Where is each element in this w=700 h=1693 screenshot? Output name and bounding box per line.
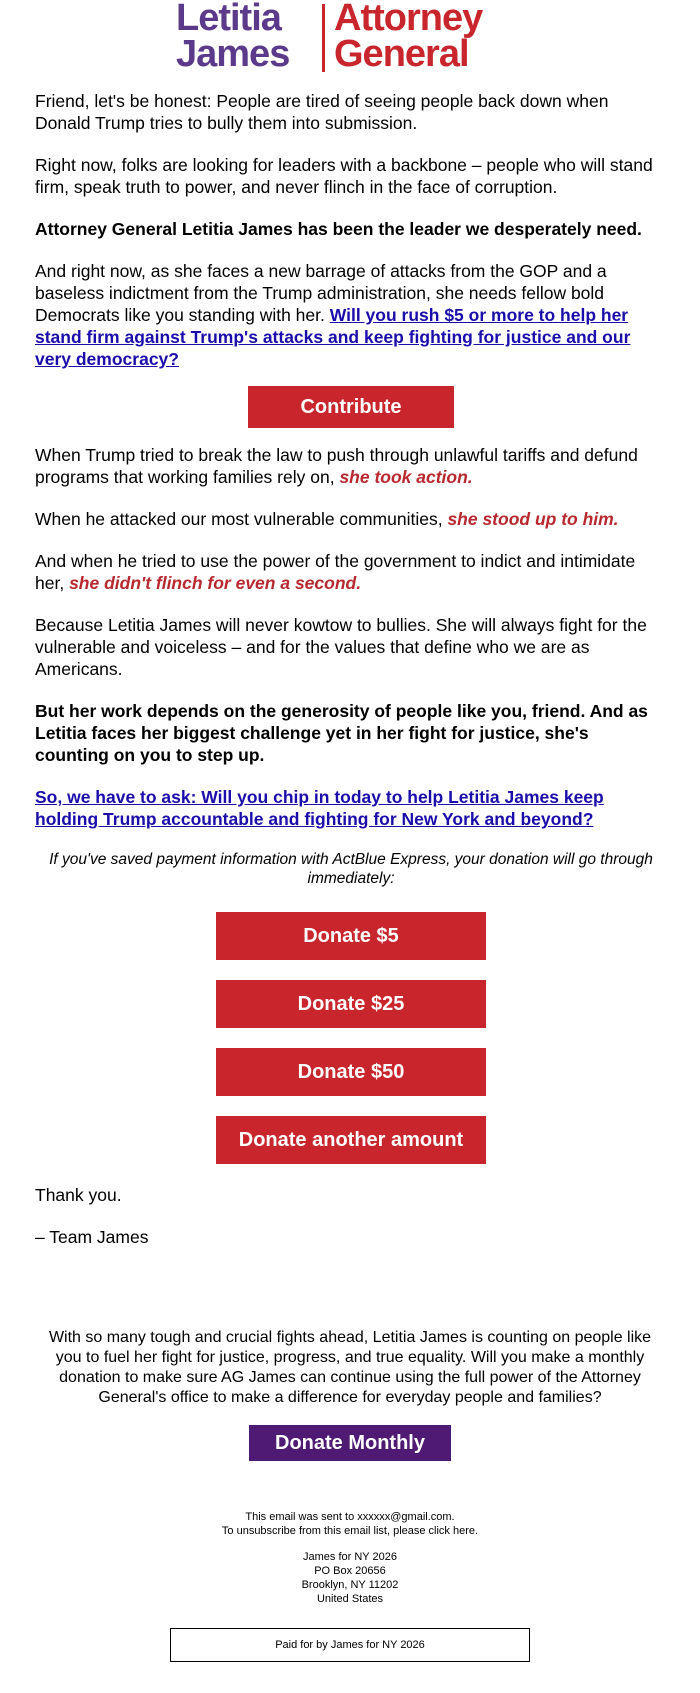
- city-line: Brooklyn, NY 11202: [301, 1579, 399, 1591]
- paragraph-intro: Friend, let's be honest: People are tired of seeing people back down when Donald Trump tries to bully them into submission.: [35, 91, 609, 133]
- paragraph-ask: [35, 786, 667, 830]
- paragraph-leader: Attorney General Letitia James has been the leader we desperately need.: [35, 219, 642, 239]
- donate-other-button[interactable]: Donate another amount: [216, 1116, 486, 1164]
- rush-donation-link[interactable]: Will you rush $5 or more to help her stand firm against Trump's attacks and keep fighting for justice and our very democracy?: [35, 305, 631, 369]
- paragraph-backbone: Right now, folks are looking for leaders with a backbone – people who will stand firm, speak truth to power, and never flinch in the face of corruption.: [35, 155, 653, 197]
- po-box: PO Box 20656: [314, 1565, 386, 1577]
- logo-divider: [322, 4, 325, 72]
- paragraph-communities: [35, 508, 667, 530]
- paragraph-attacks: [35, 260, 667, 370]
- donate-monthly-button[interactable]: Donate Monthly: [249, 1425, 451, 1461]
- footer: [0, 1510, 700, 1606]
- logo-name: [176, 0, 311, 75]
- monthly-text: With so many tough and crucial fights ahead, Letitia James is counting on people like you to fuel her fight for justice, progress, and true equality. Will you make a monthly donation to make sure AG James can continue using the full power of the Attorney General's office to make a difference for everyday people and families?: [48, 1329, 652, 1406]
- logo-second-line: James: [176, 33, 290, 75]
- chip-in-link[interactable]: So, we have to ask: Will you chip in today to help Letitia James keep holding Trump accountable and fighting for New York and beyond?: [35, 787, 604, 829]
- donate-5-button[interactable]: Donate $5: [216, 912, 486, 960]
- org-name: James for NY 2026: [303, 1551, 397, 1563]
- thank-you: Thank you.: [35, 1185, 122, 1205]
- paragraph-indict-text: And when he tried to use the power of the government to indict and intimidate her,: [35, 551, 636, 593]
- recipient-email[interactable]: xxxxxx@gmail.com.: [357, 1511, 455, 1523]
- sent-to-prefix: This email was sent to: [245, 1511, 355, 1523]
- actblue-note: If you've saved payment information with ActBlue Express, your donation will go through immediately:: [49, 851, 653, 887]
- mailing-address: [0, 1550, 700, 1606]
- donate-buttons: [35, 912, 667, 1184]
- logo-title: [334, 0, 534, 75]
- logo-title-line2: General: [334, 33, 469, 75]
- paragraph-generosity: But her work depends on the generosity of people like you, friend. And as Letitia faces her biggest challenge yet in her fight for justice, she's counting on you to step up.: [35, 701, 648, 765]
- unsubscribe-link[interactable]: To unsubscribe from this email list, please click here.: [221, 1525, 479, 1537]
- signature: – Team James: [35, 1227, 149, 1247]
- contribute-button-wrap: [35, 386, 667, 428]
- contribute-button[interactable]: Contribute: [248, 386, 454, 428]
- donate-25-button[interactable]: Donate $25: [216, 980, 486, 1028]
- monthly-section: [45, 1328, 655, 1461]
- emphasis-didnt-flinch: she didn't flinch for even a second.: [69, 573, 362, 593]
- paragraph-attacks-text: And right now, as she faces a new barrage of attacks from the GOP and a baseless indictment from the Trump administration, she needs fellow bold Democrats like you standing with her.: [35, 261, 607, 325]
- emphasis-stood-up: she stood up to him.: [447, 509, 619, 529]
- paragraph-kowtow: Because Letitia James will never kowtow to bullies. She will always fight for the vulnerable and voiceless – and for the values that define who we are as Americans.: [35, 615, 647, 679]
- paid-for-disclaimer: Paid for by James for NY 2026: [170, 1628, 530, 1662]
- logo-title-line1: Attorney: [334, 0, 483, 39]
- paragraph-tariffs: [35, 444, 667, 488]
- paragraph-communities-text: When he attacked our most vulnerable communities,: [35, 509, 443, 529]
- country: United States: [316, 1593, 384, 1605]
- emphasis-took-action: she took action.: [339, 467, 473, 487]
- paragraph-tariffs-text: When Trump tried to break the law to push through unlawful tariffs and defund programs that working families rely on,: [35, 445, 638, 487]
- sent-to-line: [0, 1510, 700, 1524]
- logo-first-line: Letitia: [176, 0, 281, 39]
- paragraph-indict: [35, 550, 667, 594]
- donate-50-button[interactable]: Donate $50: [216, 1048, 486, 1096]
- campaign-logo: [176, 0, 526, 76]
- signoff: [35, 1184, 667, 1248]
- email-body: [35, 90, 667, 1268]
